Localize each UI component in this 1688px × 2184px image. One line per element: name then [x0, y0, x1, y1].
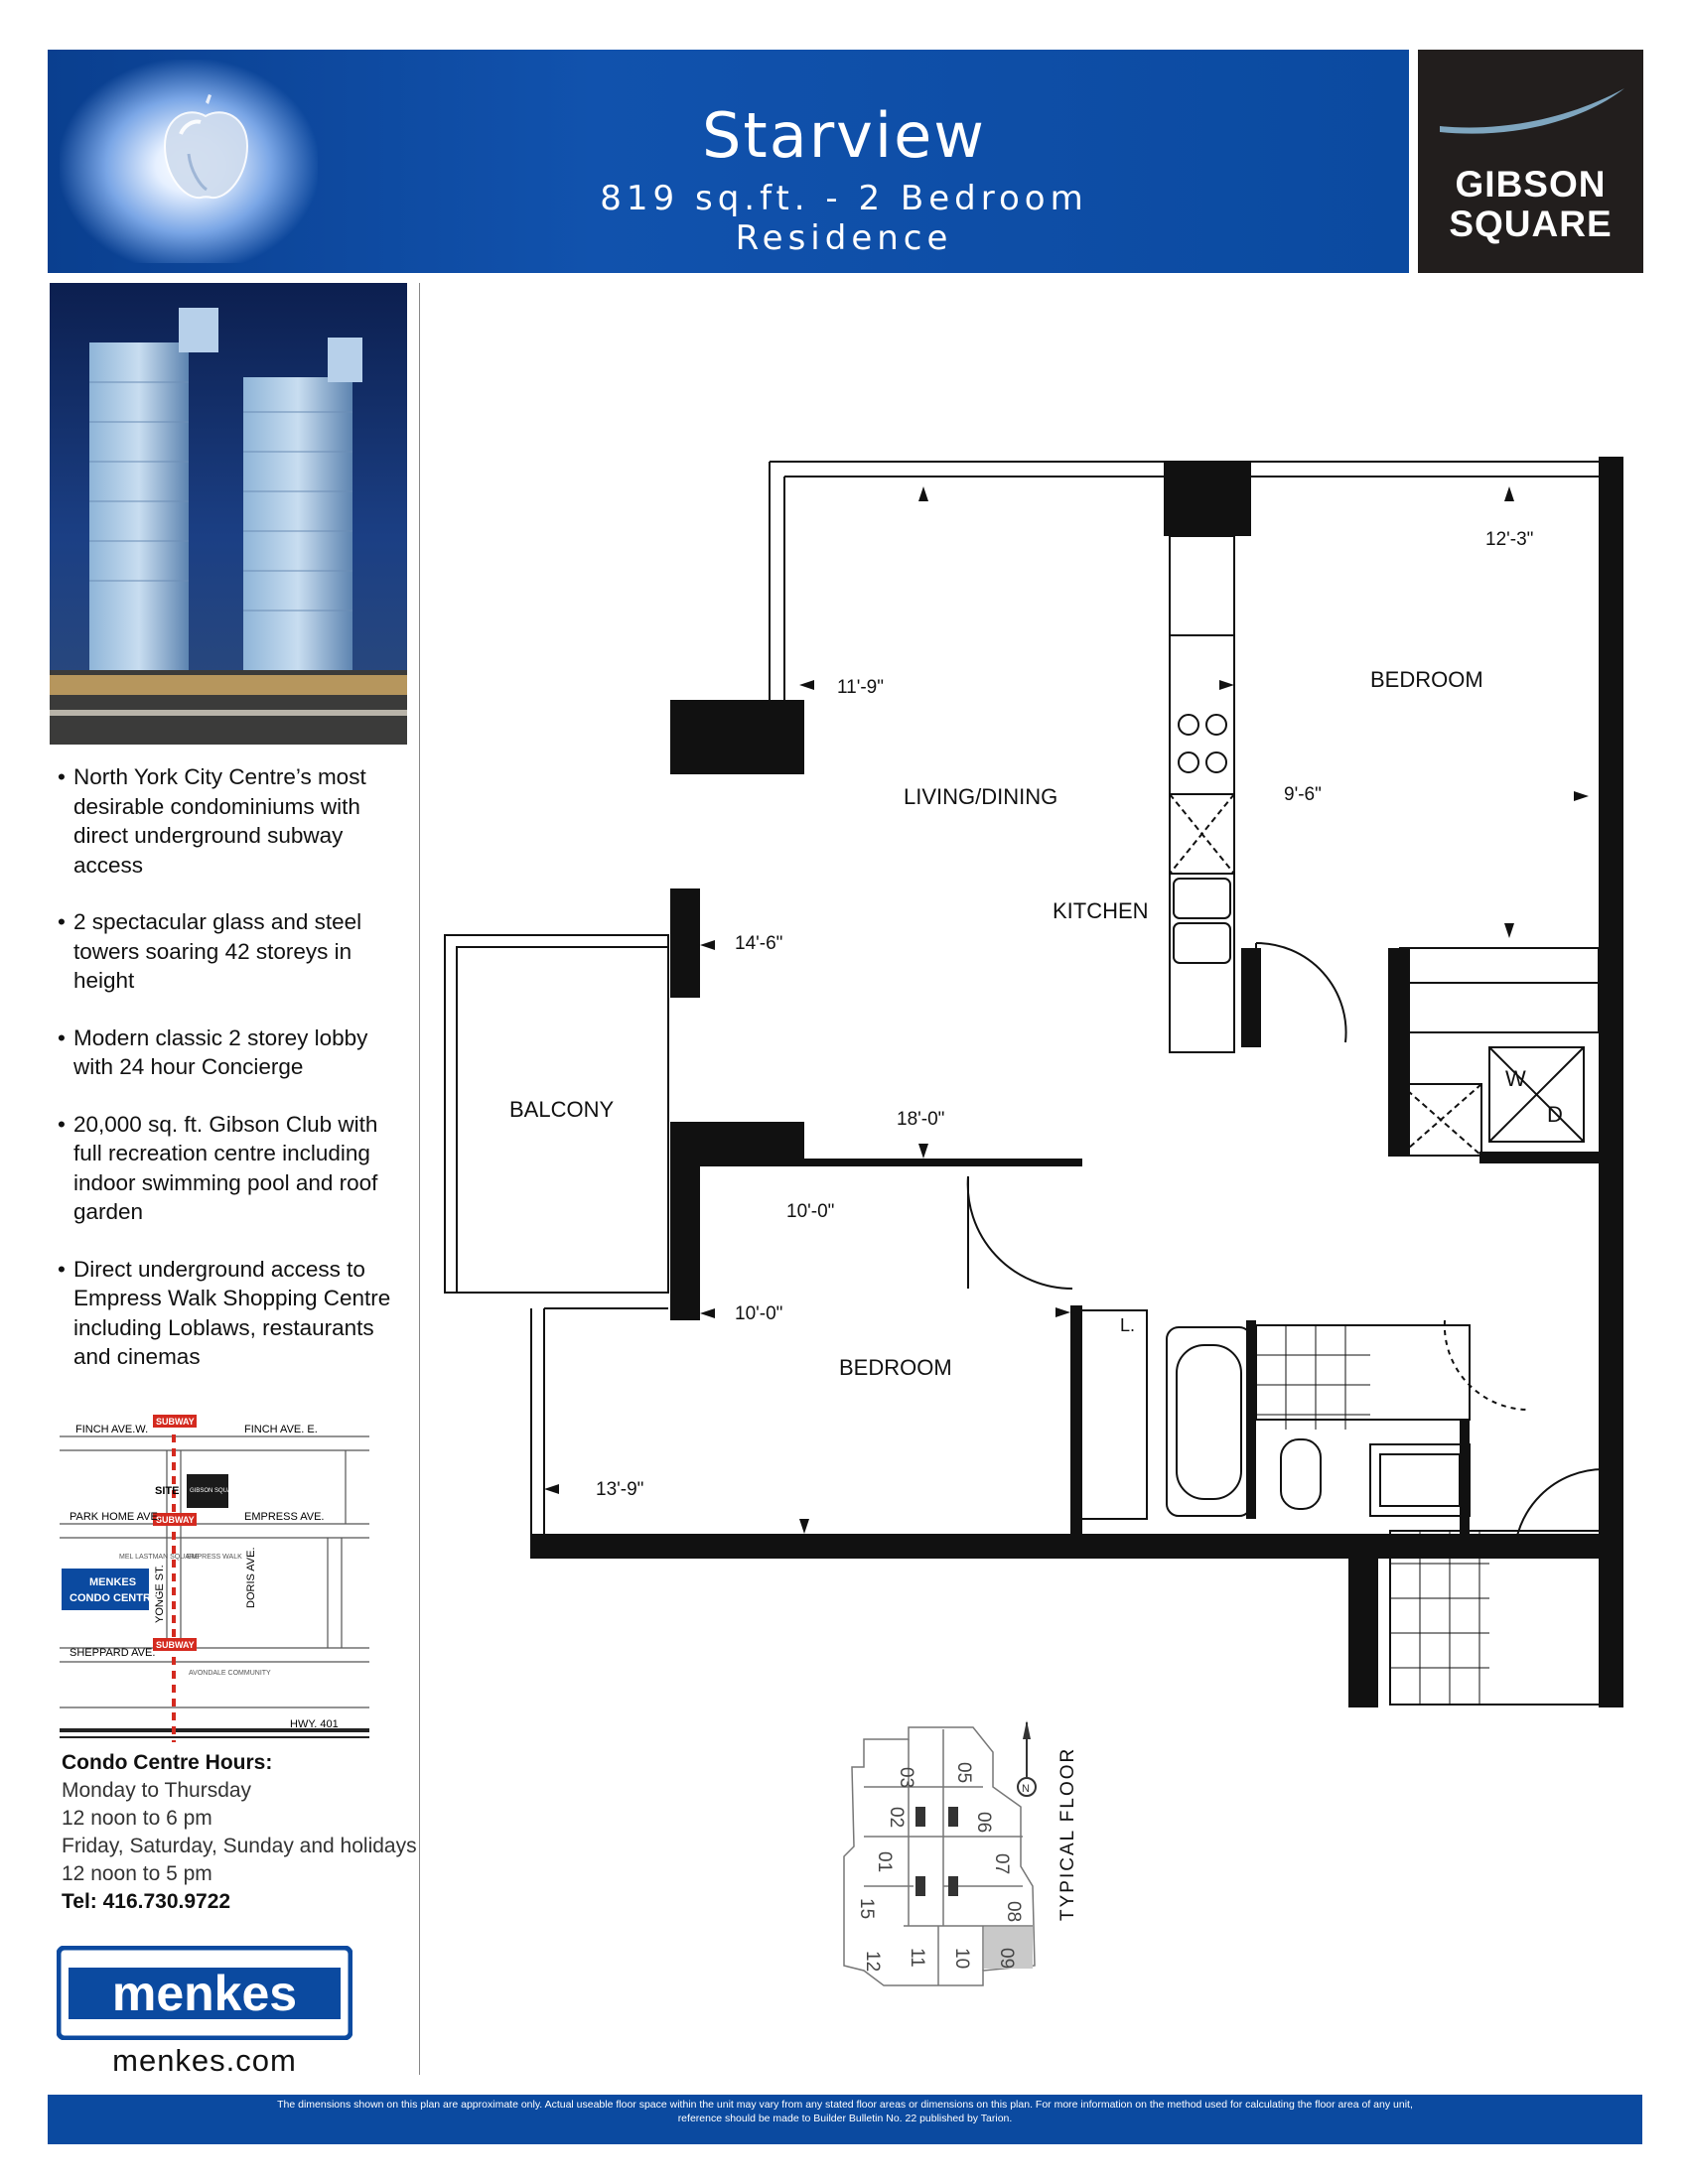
map-label: DORIS AVE.	[245, 1547, 257, 1608]
feature-list	[55, 762, 412, 1400]
unit-number: 15	[856, 1898, 877, 1920]
unit-number: 01	[874, 1851, 895, 1873]
map-label: YONGE ST.	[154, 1565, 166, 1623]
unit-number: 12	[862, 1951, 883, 1973]
swoosh-icon	[1438, 84, 1626, 144]
map-centre-label: MENKES	[89, 1576, 137, 1588]
unit-number: 11	[907, 1948, 927, 1968]
menkes-logo-text: menkes	[111, 1966, 298, 2021]
dimension-label: 10'-0"	[786, 1201, 835, 1222]
room-label-bedroom: BEDROOM	[1370, 667, 1483, 692]
feature-item: • Direct underground access to Empress Walk Shopping Centre including Loblaws, restaurants and cinemas	[55, 1255, 412, 1372]
map-label: FINCH AVE. E.	[244, 1424, 318, 1435]
map-site-logo: GIBSON SQUARE	[190, 1488, 240, 1494]
logo-text-square: SQUARE	[1449, 204, 1613, 244]
appliance-washer: W	[1505, 1066, 1526, 1091]
page-title: Starview	[702, 99, 986, 172]
unit-number: 03	[896, 1767, 916, 1789]
hours-line: 12 noon to 5 pm	[62, 1862, 212, 1885]
feature-item: • 20,000 sq. ft. Gibson Club with full recreation centre including indoor swimming pool and roof garden	[55, 1110, 412, 1227]
building-rendering-image	[50, 283, 407, 745]
condo-centre-hours	[62, 1749, 419, 1916]
north-arrow-icon	[1018, 1720, 1036, 1796]
feature-item: • North York City Centre’s most desirable condominiums with direct underground subway access	[55, 762, 412, 880]
map-label: PARK HOME AVE.	[70, 1511, 161, 1523]
map-centre-label: CONDO CENTRE	[70, 1592, 159, 1604]
room-label-kitchen: KITCHEN	[1053, 898, 1149, 923]
typical-floor-label: TYPICAL FLOOR	[1057, 1746, 1078, 1921]
crystal-apple-icon	[159, 94, 253, 208]
hours-line: Monday to Thursday	[62, 1779, 252, 1802]
map-subway-label: SUBWAY	[156, 1640, 195, 1650]
hours-line: 12 noon to 6 pm	[62, 1807, 212, 1830]
dimension-label: 10'-0"	[735, 1303, 783, 1324]
unit-number: 05	[953, 1762, 974, 1784]
website-url[interactable]: menkes.com	[112, 2043, 297, 2078]
room-label-balcony: BALCONY	[509, 1097, 615, 1122]
map-label: EMPRESS AVE.	[244, 1511, 325, 1523]
map-label: EMPRESS WALK	[187, 1554, 242, 1561]
unit-number: 07	[991, 1853, 1012, 1875]
logo-text-gibson: GIBSON	[1455, 164, 1607, 205]
unit-number: 10	[951, 1948, 972, 1970]
linen-closet-label: L.	[1120, 1315, 1136, 1335]
room-label-bedroom: BEDROOM	[839, 1355, 952, 1380]
menkes-logo	[57, 1946, 352, 2040]
unit-number: 08	[1003, 1901, 1024, 1923]
dimension-label: 13'-9"	[596, 1479, 644, 1500]
map-label: FINCH AVE.W.	[75, 1424, 149, 1435]
appliance-dryer: D	[1547, 1102, 1563, 1127]
feature-item: • Modern classic 2 storey lobby with 24 hour Concierge	[55, 1024, 412, 1082]
dimension-label: 18'-0"	[897, 1109, 945, 1130]
phone-number: Tel: 416.730.9722	[62, 1890, 231, 1913]
room-label-living: LIVING/DINING	[904, 784, 1058, 809]
map-subway-label: SUBWAY	[156, 1515, 195, 1525]
dimension-label: 11'-9"	[837, 677, 884, 698]
disclaimer-text: reference should be made to Builder Bulletin No. 22 published by Tarion.	[677, 2113, 1013, 2124]
feature-item: • 2 spectacular glass and steel towers soaring 42 storeys in height	[55, 907, 412, 996]
dimension-label: 14'-6"	[735, 933, 783, 954]
map-label: SHEPPARD AVE.	[70, 1647, 156, 1659]
map-label: MEL LASTMAN SQUARE	[119, 1554, 200, 1561]
svg-text:N: N	[1022, 1783, 1030, 1795]
floor-plan	[437, 452, 1668, 1742]
disclaimer-text: The dimensions shown on this plan are approximate only. Actual useable floor space within the unit may vary from any stated floor areas or dimensions on this plan. For more information on the method used for calculating the floor area of any unit,	[277, 2099, 1413, 2111]
unit-number: 06	[973, 1812, 994, 1834]
map-subway-label: SUBWAY	[156, 1417, 195, 1427]
map-label: AVONDALE COMMUNITY	[189, 1670, 271, 1677]
dimension-label: 9'-6"	[1284, 784, 1322, 805]
page-subtitle: 819 sq.ft. - 2 Bedroom Residence	[600, 179, 1088, 258]
unit-number-highlighted: 09	[996, 1948, 1017, 1970]
column-divider	[419, 283, 420, 2075]
dimension-label: 12'-3"	[1485, 529, 1534, 550]
key-plan	[829, 1712, 1087, 2010]
unit-number: 02	[886, 1807, 907, 1829]
map-label: HWY. 401	[290, 1718, 339, 1730]
map-site-label: SITE	[155, 1485, 180, 1497]
location-map	[60, 1415, 369, 1742]
hours-heading: Condo Centre Hours:	[62, 1751, 273, 1774]
hours-line: Friday, Saturday, Sunday and holidays	[62, 1835, 417, 1857]
